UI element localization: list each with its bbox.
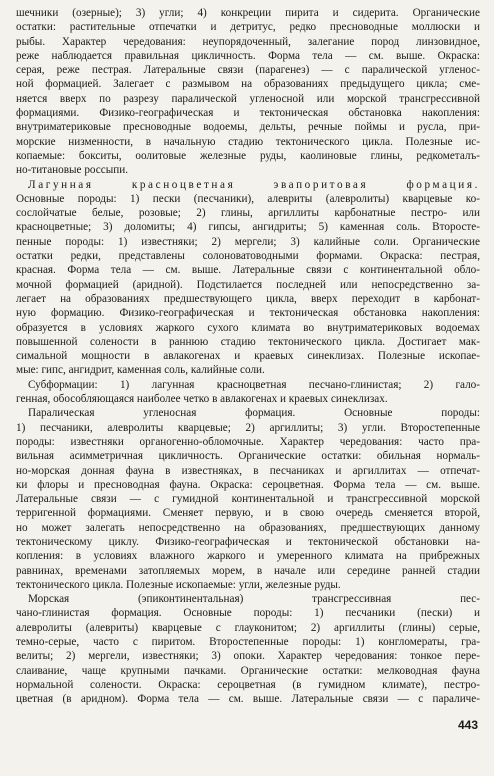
text-line: формациями. Физико-географическая и тектоническая обстановка накопления: [16, 107, 480, 120]
text-line: Субформации: 1) лагунная красноцветная песчано-глинистая; 2) гало- [28, 378, 480, 391]
text-line: тектонического цикла. Полезные ископаемые: угли, железные руды. [16, 578, 341, 591]
text-line: красная. Форма тела — см. выше. Латеральные связи с континентальной обло- [16, 264, 480, 277]
text-line: вильная асимметричная цикличность. Органические остатки: обильная нормаль- [16, 450, 480, 463]
text-line: 1) песчаники, алевролиты кварцевые; 2) аргиллиты; 3) угли. Второстепенные [16, 421, 480, 434]
text-line: красноцветные; 3) доломиты; 4) гипсы, ангидриты; 5) каменная соль. Второсте- [16, 221, 480, 234]
text-line: мые: гипс, ангидрит, каменная соль, калийные соли. [16, 364, 265, 377]
page-number: 443 [457, 718, 478, 732]
text-line: породы: известняки органогенно-обломочные. Характер чередования: часто пра- [16, 435, 480, 448]
text-line: морские низменности, в начальную стадию тектонического цикла. Полезные ис- [16, 135, 480, 148]
text-line: Латеральные связи — с гумидной континентальной и трансгрессивной морской [16, 493, 480, 506]
text-line: но-титановые россыпи. [16, 164, 129, 177]
text-line: няется вверх по разрезу паралической угленосной или морской трансгрессивной [16, 92, 480, 105]
text-line: остатки редки, представлены солоноватоводными формами. Окраска: пестрая, [16, 250, 480, 263]
text-line: образуется в условиях жаркого сухого климата во внутриматериковых водоемах [16, 321, 480, 334]
text-line: симальной мощности в авлакогенах и краевых синеклизах. Полезные ископае- [16, 350, 480, 363]
text-line: повышенной солености в раннюю стадию тектонического цикла. Достигает мак- [16, 335, 480, 348]
text-line: Лагунная красноцветная эвапоритовая формация. [28, 178, 480, 191]
text-line: равнинах, временами затопляемых морем, в начале или середине ранней стадии [16, 564, 480, 577]
text-line: шечники (озерные); 3) угли; 4) конкреции пирита и сидерита. Органические [16, 7, 480, 19]
text-line: нормальной солености. Окраска: сероцветная (в гумидном климате), пестро- [16, 678, 480, 691]
text-line: генная, обособляющаяся наиболее четко в авлакогенах и краевых синеклизах. [16, 393, 388, 406]
text-line: слаивание, чаще крупными пачками. Органические остатки: мелководная фауна [16, 664, 480, 677]
text-body [16, 6, 480, 707]
text-line: цветная (в аридном). Форма тела — см. выше. Латеральные связи — с параличе- [16, 693, 480, 706]
text-line: остатки: растительные отпечатки и детритус, редко пресноводные моллюски и [16, 21, 480, 34]
text-line: копления: в условиях влажного жаркого и умеренного климата на прибрежных [16, 550, 480, 563]
text-line: Паралическая угленосная формация. Основные породы: [28, 407, 480, 420]
text-line: тектоническому циклу. Физико-географическая и тектонической обстановки на- [16, 535, 480, 548]
text-line: рыбы. Характер чередования: неупорядоченный, залегание пород линзовидное, [16, 35, 480, 48]
text-line: сослойчатые белые, розовые; 2) глины, аргиллиты карбонатные пестро- или [16, 207, 480, 220]
text-line: пенные породы: 1) известняки; 2) мергели; 3) калийные соли. Органические [16, 235, 480, 248]
text-line: ки флоры и пресноводная фауна. Окраска: сероцветная. Форма тела — см. выше. [16, 478, 480, 491]
text-line: велиты; 2) мергели, известняки; 3) опоки. Характер чередования: тонкое пере- [16, 650, 480, 663]
text-line: алевролиты (алевриты) кварцевые с глауконитом; 2) аргиллиты (глины) серые, [16, 621, 480, 634]
text-line: внутриматериковые пресноводные водоемы, дельты, речные поймы и русла, при- [16, 121, 480, 134]
text-line: легает на образованиях предшествующего цикла, вверх переходит в карбонат- [16, 292, 480, 305]
text-line: но может залегать непосредственно на образованиях, предшествующих данному [16, 521, 480, 534]
text-line: мочной формацией (аридной). Подстилается последней или непосредственно за- [16, 278, 480, 291]
text-line: терригенной формациями. Сменяет первую, и в свою очередь сменяется второй, [16, 507, 480, 520]
text-line: Морская (эпиконтинентальная) трансгрессивная пес- [28, 593, 480, 606]
text-line: чано-глинистая формация. Основные породы: 1) песчаники (пески) и [16, 607, 480, 620]
text-line: серая, реже пестрая. Латеральные связи (парагенез) — с паралической угленос- [16, 64, 480, 77]
text-line: реже наблюдается правильная цикличность. Форма тела — см. выше. Окраска: [16, 49, 480, 62]
text-line: Основные породы: 1) пески (песчаники), алевриты (алевролиты) кварцевые ко- [16, 192, 480, 205]
text-line: темно-серые, часто с пиритом. Второстепенные породы: 1) конгломераты, гра- [16, 636, 480, 649]
text-line: ную формацию. Физико-географическая и тектоническая обстановка накопления: [16, 307, 480, 320]
text-line: но-морская донная фауна в известняках, в песчаниках и аргиллитах — отпечат- [16, 464, 480, 477]
text-line: ной формацией. Залегает с размывом на образованиях предыдущего цикла; сме- [16, 78, 480, 91]
text-line: копаемые: бокситы, оолитовые железные руды, каолиновые глины, редкометалъ- [16, 149, 480, 162]
